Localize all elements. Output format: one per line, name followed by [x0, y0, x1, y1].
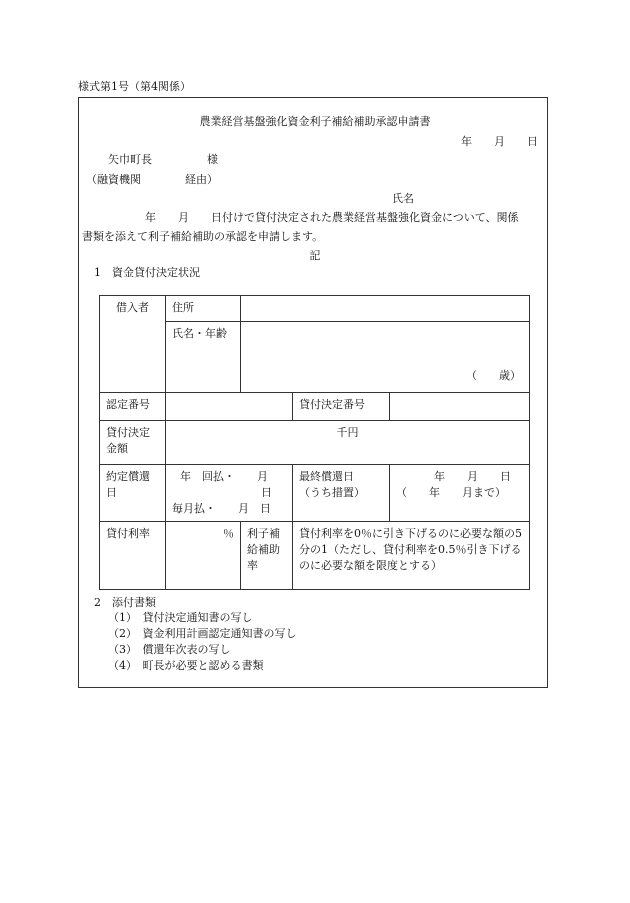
- address-field: [241, 296, 530, 322]
- attachment-item: （1） 貸付決定通知書の写し: [108, 611, 253, 624]
- document-title: 農業経営基盤強化資金利子補給補助承認申請書: [199, 115, 431, 128]
- addressee: 矢巾町長 様: [108, 153, 218, 166]
- interest-rate-label: 貸付利率: [100, 521, 166, 589]
- date-line: 年 月 日: [461, 135, 538, 148]
- age-unit: （ 歳）: [466, 369, 522, 383]
- loan-amount-field: 千円: [166, 421, 530, 465]
- loan-status-table: [99, 295, 530, 590]
- attachment-item: （4） 町長が必要と認める書類: [108, 659, 264, 672]
- attachment-item: （3） 償還年次表の写し: [108, 643, 231, 656]
- final-repayment-field: 年 月 日 （ 年 月まで）: [390, 465, 530, 522]
- via-financial-institution: （融資機関 経由）: [86, 173, 218, 186]
- repayment-date-label: 約定償還日: [100, 465, 166, 522]
- subsidy-rate-label: 利子補給補助率: [241, 521, 293, 589]
- cert-number-field: [166, 393, 293, 421]
- form-number: 様式第1号（第4関係）: [78, 80, 191, 93]
- subsidy-rate-description: 貸付利率を0％に引き下げるのに必要な額の5分の1（ただし、貸付利率を0.5％引き下げるのに必要な額を限度とする）: [293, 521, 530, 589]
- applicant-name-label: 氏名: [392, 192, 414, 205]
- ki-marker: 記: [309, 249, 321, 262]
- address-label: 住所: [166, 296, 241, 322]
- repayment-date-field: 年 回払・ 月 日 毎月払・ 月 日: [166, 465, 293, 522]
- section-2-heading: 2 添付書類: [94, 596, 156, 609]
- cert-number-label: 認定番号: [100, 393, 166, 421]
- loan-decision-number-field: [390, 393, 530, 421]
- interest-rate-field: ％: [166, 521, 241, 589]
- body-text-line-2: 書類を添えて利子補給補助の承認を申請します。: [82, 230, 324, 243]
- section-1-heading: 1 資金貸付決定状況: [94, 266, 200, 279]
- name-age-label: 氏名・年齢: [166, 322, 241, 393]
- body-text-line-1: 年 月 日付けで貸付決定された農業経営基盤強化資金について、関係: [145, 211, 519, 224]
- final-repayment-label: 最終償還日 （うち措置）: [293, 465, 390, 522]
- name-age-field: [241, 322, 530, 393]
- attachment-item: （2） 資金利用計画認定通知書の写し: [108, 627, 297, 640]
- loan-decision-number-label: 貸付決定番号: [293, 393, 390, 421]
- borrower-label: 借入者: [100, 296, 166, 393]
- loan-amount-label: 貸付決定金額: [100, 421, 166, 465]
